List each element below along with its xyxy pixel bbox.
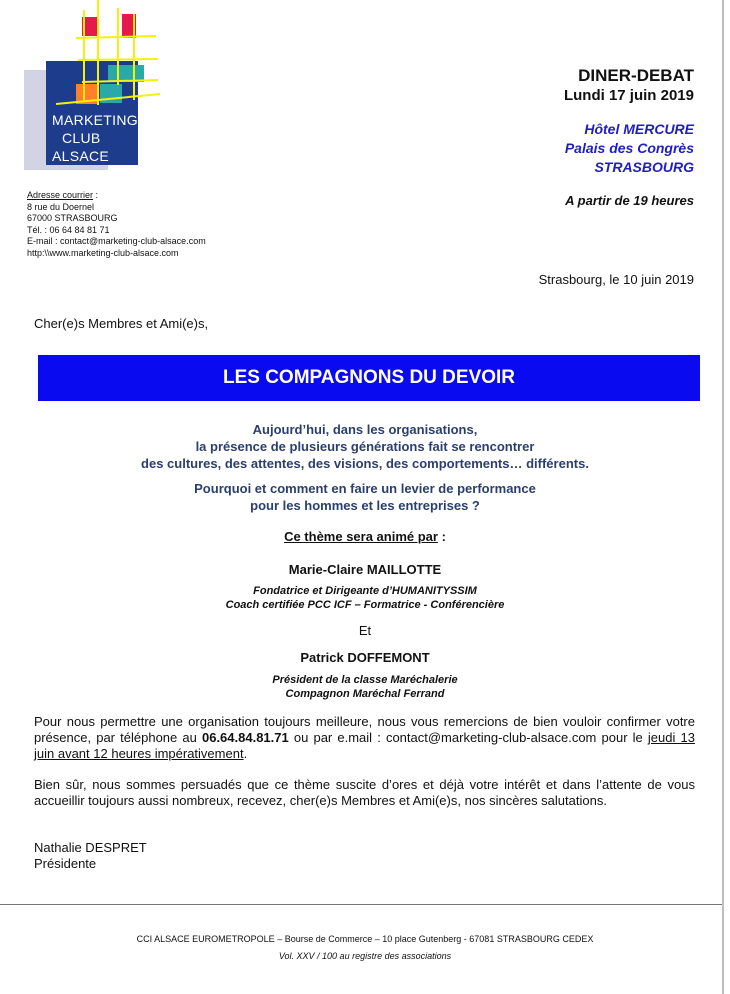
speaker-1-role-1: Fondatrice et Dirigeante d’HUMANITYSSIM [253,585,477,597]
signature-block [34,840,147,872]
animated-by [34,529,696,544]
event-title: DINER-DEBAT [578,66,694,85]
address-street: 8 rue du Doernel [27,201,95,212]
logo-line-2: CLUB [62,130,101,146]
rsvp-deadline: jeudi 13 juin avant 12 heures impérativement [34,730,695,761]
page-edge [722,0,724,994]
rsvp-end: . [243,746,248,761]
footer-divider [0,904,722,905]
venue-line-1: Hôtel MERCURE [584,121,694,137]
speaker-2-role-1: Président de la classe Maréchalerie [272,674,458,686]
address-label: Adresse courrier [27,190,94,200]
logo-line-3: ALSACE [52,148,110,164]
speaker-1-roles [34,584,696,612]
signer-title: Présidente [34,856,97,871]
speaker-2-name: Patrick DOFFEMONT [300,650,430,665]
event-venue [564,120,694,177]
address-email[interactable]: E-mail : contact@marketing-club-alsace.com [27,236,206,246]
rsvp-paragraph [34,714,695,762]
theme-title: LES COMPAGNONS DU DEVOIR [222,367,516,388]
event-date: Lundi 17 juin 2019 [563,87,694,104]
footer-registry: Vol. XXV / 100 au registre des associations [278,951,452,961]
speaker-1-role-2: Coach certifiée PCC ICF – Formatrice - Conférencière [225,599,505,611]
animated-by-suffix: : [437,529,446,544]
closing-paragraph: Bien sûr, nous sommes persuadés que ce thème suscite d’ores et déjà votre intérêt et dans l’attente de vous accueillir toujours aussi nombreux, recevez, cher(e)s Membres et Ami(e)s, nos sincères salutations. [34,777,695,808]
letter-date: Strasbourg, le 10 juin 2019 [538,272,694,287]
intro-line-1: Aujourd’hui, dans les organisations, [252,422,478,437]
logo-text [52,111,138,165]
and-separator: Et [358,623,372,638]
rsvp-text-a: Pour nous permettre une organisation toujours meilleure, nous vous remercions de bien vouloir confirmer votre présence, par téléphone au [34,714,695,745]
footer-address: CCI ALSACE EUROMETROPOLE – Bourse de Commerce – 10 place Gutenberg - 67081 STRASBOURG CEDEX [136,934,594,944]
marketing-club-logo [20,0,170,170]
address-website[interactable]: http:\\www.marketing-club-alsace.com [27,247,179,258]
intro-line-5: pour les hommes et les entreprises ? [250,498,480,513]
signer-name: Nathalie DESPRET [34,840,147,855]
event-time: A partir de 19 heures [565,193,694,208]
logo-line-1: MARKETING [52,112,138,128]
speaker-1-name: Marie-Claire MAILLOTTE [288,562,442,577]
theme-banner [38,355,700,401]
venue-line-3: STRASBOURG [594,159,694,175]
address-city: 67000 STRASBOURG [27,213,118,223]
intro-line-3: des cultures, des attentes, des visions, des comportements… différents. [141,456,589,471]
speaker-2-role-2: Compagnon Maréchal Ferrand [285,688,445,700]
address-label-suffix: : [93,190,99,200]
rsvp-text-b: ou par e.mail : contact@marketing-club-alsace.com pour le [288,730,648,745]
venue-line-2: Palais des Congrès [564,140,694,156]
intro-line-2: la présence de plusieurs générations fait se rencontrer [195,439,535,454]
intro-text [34,421,696,514]
animated-by-label: Ce thème sera animé par [284,529,438,544]
postal-address [27,190,206,259]
speaker-2-roles [34,673,696,701]
event-info [564,65,694,208]
intro-line-4: Pourquoi et comment en faire un levier de performance [194,481,536,496]
address-phone: Tél. : 06 64 84 81 71 [27,224,110,235]
greeting: Cher(e)s Membres et Ami(e)s, [34,316,209,331]
rsvp-phone: 06.64.84.81.71 [201,730,289,745]
